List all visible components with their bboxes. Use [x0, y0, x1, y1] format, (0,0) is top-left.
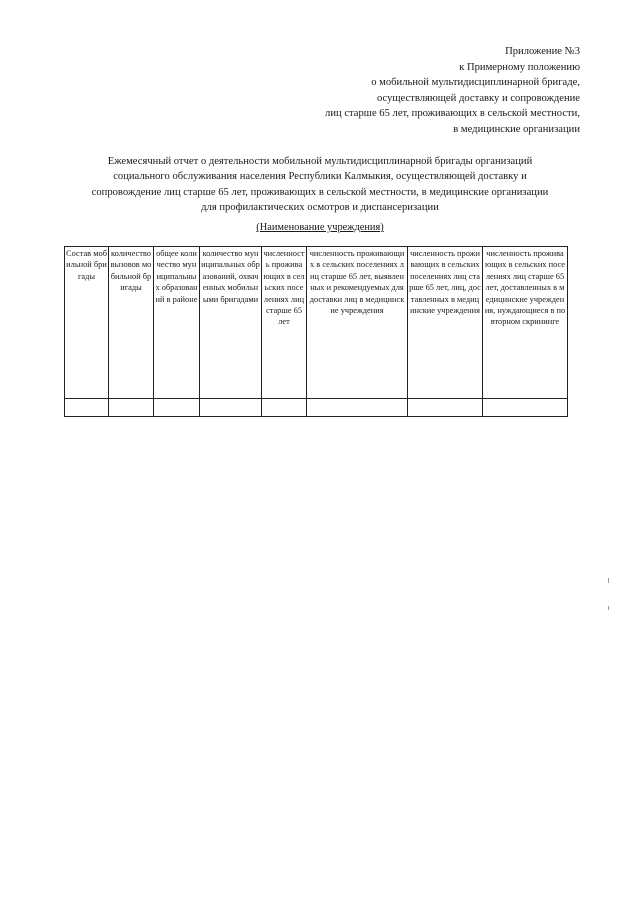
- column-header-brigade-composition: Состав мобильной бригады: [65, 247, 109, 399]
- table-row: [65, 399, 568, 417]
- report-title: [50, 154, 590, 216]
- appendix-header: [240, 44, 580, 138]
- report-title-line: для профилактических осмотров и диспансеризации: [201, 202, 439, 214]
- scan-edge-mark: [608, 578, 609, 583]
- appendix-line: лиц старше 65 лет, проживающих в сельской местности,: [325, 108, 580, 120]
- scan-edge-mark: [608, 606, 609, 610]
- column-header-total-municipalities: общее количество муниципальных образований в районе: [154, 247, 200, 399]
- column-header-identified-for-delivery: численность проживающих в сельских поселениях лиц старше 65 лет, выявленных и рекомендуемых для доставки лиц в медицинские учреждения: [307, 247, 408, 399]
- appendix-line: в медицинские организации: [453, 123, 580, 135]
- org-name-caption: [0, 222, 640, 233]
- table-cell[interactable]: [109, 399, 154, 417]
- appendix-line: к Примерному положению: [459, 61, 580, 73]
- column-header-delivered: численность проживающих в сельских поселениях лиц старше 65 лет, лиц, доставленных в медицинские учреждения: [408, 247, 483, 399]
- table-cell[interactable]: [408, 399, 483, 417]
- column-header-repeat-screening: численность проживающих в сельских поселениях лиц старше 65 лет, доставленных в медицинские учреждения, нуждающиеся в повторном скрининге: [483, 247, 568, 399]
- table-cell[interactable]: [65, 399, 109, 417]
- report-title-line: Ежемесячный отчет о деятельности мобильной мультидисциплинарной бригады организаций: [107, 156, 533, 167]
- report-title-line: социального обслуживания населения Республики Калмыкия, осуществляющей доставку и: [113, 171, 527, 183]
- table-cell[interactable]: [483, 399, 568, 417]
- org-name-label: (Наименование учреждения): [256, 222, 384, 233]
- appendix-line: о мобильной мультидисциплинарной бригаде,: [371, 77, 580, 89]
- table-header-row: [65, 247, 568, 399]
- report-table: [64, 246, 568, 417]
- report-title-line: сопровождение лиц старше 65 лет, проживающих в сельской местности, в медицинские организации: [91, 186, 549, 198]
- column-header-covered-municipalities: количество муниципальных образований, охваченных мобильными бригадами: [200, 247, 262, 399]
- table-cell[interactable]: [200, 399, 262, 417]
- table-cell[interactable]: [307, 399, 408, 417]
- table-cell[interactable]: [262, 399, 307, 417]
- appendix-line: осуществляющей доставку и сопровождение: [376, 92, 580, 104]
- column-header-call-count: количество вызовов мобильной бригады: [109, 247, 154, 399]
- appendix-line: Приложение №3: [505, 46, 580, 57]
- table-cell[interactable]: [154, 399, 200, 417]
- column-header-elderly-residents: численность проживающих в сельских поселениях лиц старше 65 лет: [262, 247, 307, 399]
